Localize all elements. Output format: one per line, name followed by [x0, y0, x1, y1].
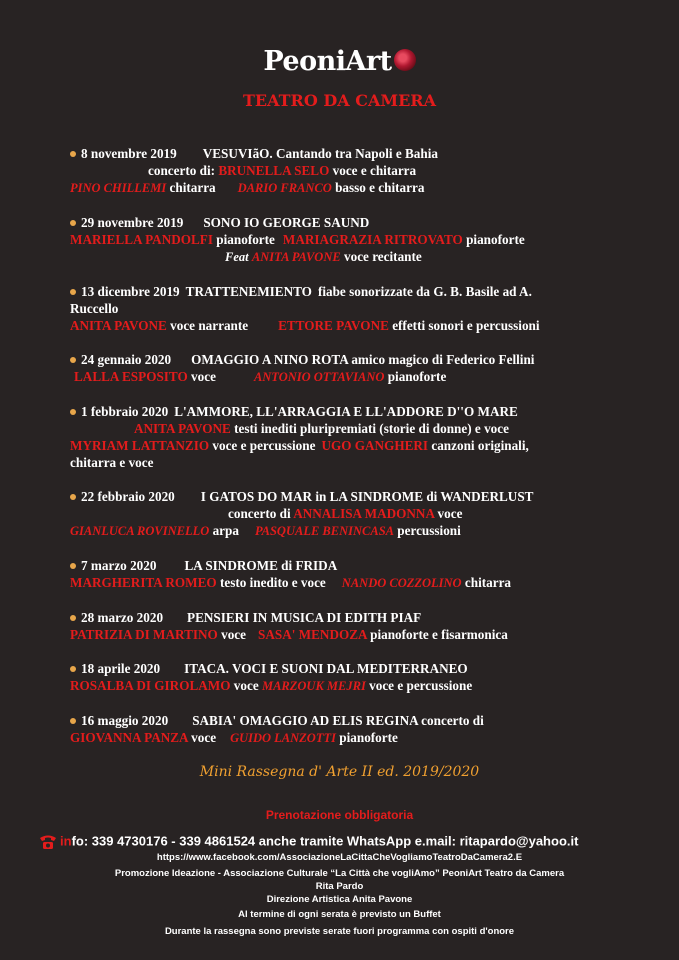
performer-name: PASQUALE BENINCASA	[254, 524, 394, 538]
performer-name: ANITA PAVONE	[134, 421, 231, 436]
performer-name: ANNALISA MADONNA	[293, 506, 435, 521]
performer-name: BRUNELLA SELO	[218, 163, 330, 178]
event-text: pianoforte	[387, 369, 447, 384]
event-item	[70, 609, 650, 643]
event-text: voce	[221, 627, 246, 642]
event-text: voce	[233, 678, 259, 693]
event-date: 7 marzo 2020	[81, 558, 157, 573]
bullet-icon	[70, 357, 76, 363]
event-item	[70, 351, 650, 386]
event-text: pianoforte	[466, 232, 525, 247]
prenotazione: Prenotazione obbligatoria	[265, 808, 414, 822]
peony-icon	[394, 49, 416, 71]
buffet-note: Al termine di ogni serata è previsto un Buffet	[238, 909, 441, 920]
bullet-icon	[70, 666, 76, 672]
event-title: L'AMMORE, LL'ARRAGGIA E LL'ADDORE D''O MARE	[174, 404, 518, 419]
event-title: ITACA. VOCI E SUONI DAL MEDITERRANEO	[184, 661, 468, 676]
event-title: VESUVIãO. Cantando tra Napoli e Bahia	[202, 146, 438, 161]
bullet-icon	[70, 615, 76, 621]
bullet-icon	[70, 494, 76, 500]
performer-name: LALLA ESPOSITO	[74, 369, 188, 384]
performer-name: GIANLUCA ROVINELLO	[70, 524, 210, 538]
performer-name: ANITA PAVONE	[251, 250, 341, 264]
logo: PeoniArt	[0, 46, 679, 77]
bullet-icon	[70, 409, 76, 415]
mini-rassegna: Mini Rassegna d' Arte II ed. 2019/2020	[199, 764, 480, 780]
performer-name: ROSALBA DI GIROLAMO	[70, 678, 231, 693]
event-text: effetti sonori e percussioni	[392, 318, 540, 333]
event-text: canzoni originali,	[431, 438, 529, 453]
performer-name: UGO GANGHERI	[321, 438, 429, 453]
performer-name: MARIELLA PANDOLFI	[70, 232, 213, 247]
event-date: 1 febbraio 2020	[81, 404, 169, 419]
event-date: 22 febbraio 2020	[81, 489, 175, 504]
page-subtitle: TEATRO DA CAMERA	[243, 91, 436, 110]
performer-name: ETTORE PAVONE	[278, 318, 389, 333]
event-text: voce e chitarra	[332, 163, 417, 178]
promo-text: Promozione Ideazione - Associazione Culturale “La Città che vogliAmo” PeoniArt Teatro da Camera	[114, 868, 565, 879]
event-text: arpa	[212, 523, 239, 538]
event-text: voce recitante	[344, 249, 422, 264]
performer-name: DARIO FRANCO	[237, 181, 332, 195]
event-title: PENSIERI IN MUSICA DI EDITH PIAF	[187, 610, 422, 625]
event-item	[70, 712, 650, 747]
event-item	[70, 403, 650, 471]
performer-name: ANTONIO OTTAVIANO	[253, 370, 385, 384]
event-title: OMAGGIO A NINO ROTA amico magico di Federico Fellini	[191, 352, 535, 367]
event-text: voce	[191, 730, 217, 745]
bullet-icon	[70, 563, 76, 569]
performer-name: MYRIAM LATTANZIO	[70, 438, 210, 453]
event-date: 8 novembre 2019	[81, 146, 177, 161]
event-item	[70, 488, 650, 540]
performer-name: PINO CHILLEMI	[70, 181, 167, 195]
contact-text: fo: 339 4730176 - 339 4861524 anche tramite WhatsApp e.mail: ritapardo@yahoo.it	[71, 833, 579, 849]
extra-events-note: Durante la rassegna sono previste serate fuori programma con ospiti d'onore	[164, 926, 515, 937]
performer-name: NANDO COZZOLINO	[341, 576, 462, 590]
organizer-name: Rita Pardo	[315, 881, 364, 892]
performer-name: MARZOUK MEJRI	[261, 679, 366, 693]
performer-name: MARGHERITA ROMEO	[70, 575, 217, 590]
event-title: I GATOS DO MAR in LA SINDROME di WANDERLUST	[200, 489, 534, 504]
event-text: basso e chitarra	[335, 180, 425, 195]
event-text: pianoforte e fisarmonica	[370, 627, 508, 642]
event-date: 24 gennaio 2020	[81, 352, 172, 367]
event-text: testo inedito e voce	[219, 575, 326, 590]
contact-info	[38, 832, 578, 852]
event-text: chitarra	[169, 180, 216, 195]
event-title: SONO IO GEORGE SAUND	[203, 215, 370, 230]
artistic-direction: Direzione Artistica Anita Pavone	[266, 894, 413, 905]
event-text: concerto di	[228, 506, 291, 521]
bullet-icon	[70, 220, 76, 226]
event-text: testi inediti pluripremiati (storie di donne) e voce	[234, 421, 509, 436]
event-text: chitarra e voce	[70, 455, 154, 470]
event-item	[70, 145, 650, 197]
event-text: Ruccello	[70, 301, 119, 316]
event-date: 18 aprile 2020	[81, 661, 161, 676]
event-text: voce e percussione	[212, 438, 316, 453]
performer-name: GIOVANNA PANZA	[70, 730, 188, 745]
performer-name: ANITA PAVONE	[70, 318, 167, 333]
performer-name: SASA' MENDOZA	[258, 627, 367, 642]
event-title: LA SINDROME di FRIDA	[184, 558, 338, 573]
event-item	[70, 557, 650, 592]
event-text: pianoforte	[216, 232, 275, 247]
event-text: Feat	[225, 250, 249, 264]
event-date: 16 maggio 2020	[81, 713, 169, 728]
event-text: voce	[191, 369, 216, 384]
event-item	[70, 283, 650, 334]
event-item	[70, 214, 650, 266]
event-text: concerto di:	[148, 163, 216, 178]
performer-name: PATRIZIA DI MARTINO	[70, 627, 218, 642]
facebook-link[interactable]: https://www.facebook.com/AssociazioneLaCittaCheVogliamoTeatroDaCamera2.E	[156, 852, 523, 863]
event-text: voce narrante	[170, 318, 249, 333]
event-title: TRATTENEMIENTO	[185, 284, 312, 299]
info-prefix: in	[60, 833, 72, 849]
event-list	[70, 145, 650, 764]
event-date: 28 marzo 2020	[81, 610, 164, 625]
bullet-icon	[70, 718, 76, 724]
phone-icon	[38, 832, 58, 852]
event-text: pianoforte	[339, 730, 398, 745]
performer-name: MARIAGRAZIA RITROVATO	[282, 232, 463, 247]
event-text: voce	[437, 506, 463, 521]
event-text: chitarra	[464, 575, 512, 590]
bullet-icon	[70, 289, 76, 295]
performer-name: GUIDO LANZOTTI	[230, 731, 336, 745]
event-date: 29 novembre 2019	[81, 215, 184, 230]
event-date: 13 dicembre 2019	[81, 284, 180, 299]
bullet-icon	[70, 151, 76, 157]
event-text: voce e percussione	[369, 678, 473, 693]
event-text: percussioni	[397, 523, 461, 538]
event-text: fiabe sonorizzate da G. B. Basile ad A.	[317, 284, 532, 299]
event-item	[70, 660, 650, 695]
event-title: SABIA' OMAGGIO AD ELIS REGINA concerto di	[192, 713, 484, 728]
